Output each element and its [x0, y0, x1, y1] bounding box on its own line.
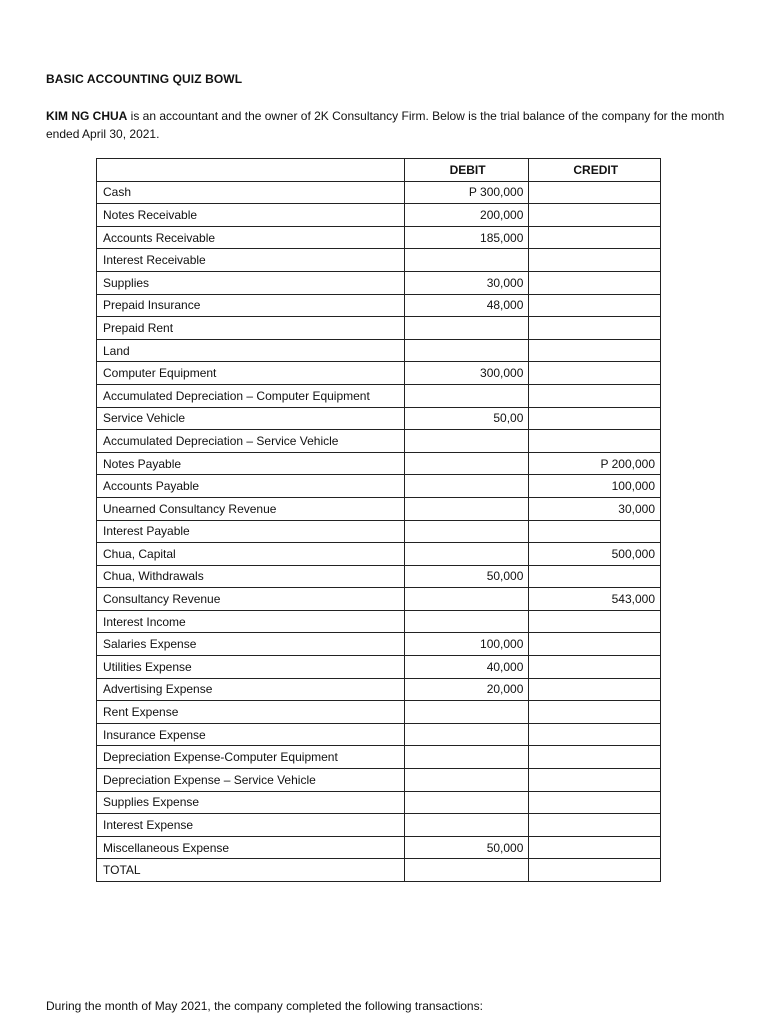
credit-cell: [529, 384, 661, 407]
account-cell: Cash: [97, 181, 405, 204]
debit-cell: 48,000: [404, 294, 529, 317]
table-row: [97, 317, 661, 340]
credit-cell: 30,000: [529, 497, 661, 520]
account-cell: TOTAL: [97, 859, 405, 882]
account-cell: Accumulated Depreciation – Computer Equipment: [97, 384, 405, 407]
account-cell: Advertising Expense: [97, 678, 405, 701]
account-cell: Interest Receivable: [97, 249, 405, 272]
table-row: [97, 497, 661, 520]
table-row: [97, 746, 661, 769]
account-cell: Notes Payable: [97, 452, 405, 475]
debit-cell: [404, 543, 529, 566]
table-row: [97, 656, 661, 679]
table-row: [97, 249, 661, 272]
account-cell: Computer Equipment: [97, 362, 405, 385]
debit-cell: 100,000: [404, 633, 529, 656]
debit-cell: [404, 723, 529, 746]
account-cell: Accounts Payable: [97, 475, 405, 498]
credit-column-header: CREDIT: [529, 159, 661, 182]
table-row: [97, 384, 661, 407]
table-row: [97, 362, 661, 385]
table-row: [97, 633, 661, 656]
table-row: [97, 452, 661, 475]
account-cell: Interest Income: [97, 610, 405, 633]
table-row: [97, 836, 661, 859]
page-title: BASIC ACCOUNTING QUIZ BOWL: [46, 72, 243, 86]
table-row: [97, 339, 661, 362]
account-cell: Unearned Consultancy Revenue: [97, 497, 405, 520]
trial-balance-table: [96, 158, 661, 882]
credit-cell: [529, 836, 661, 859]
credit-cell: [529, 520, 661, 543]
account-cell: Salaries Expense: [97, 633, 405, 656]
debit-cell: [404, 475, 529, 498]
table-row: [97, 610, 661, 633]
credit-cell: [529, 656, 661, 679]
credit-cell: [529, 181, 661, 204]
credit-cell: [529, 339, 661, 362]
account-column-header: [97, 159, 405, 182]
credit-cell: [529, 362, 661, 385]
credit-cell: [529, 226, 661, 249]
table-row: [97, 407, 661, 430]
table-row: [97, 814, 661, 837]
credit-cell: [529, 701, 661, 724]
debit-cell: [404, 588, 529, 611]
account-cell: Notes Receivable: [97, 204, 405, 227]
table-row: [97, 520, 661, 543]
credit-cell: [529, 769, 661, 792]
account-cell: Accumulated Depreciation – Service Vehicle: [97, 430, 405, 453]
account-cell: Interest Payable: [97, 520, 405, 543]
debit-cell: 50,000: [404, 836, 529, 859]
account-cell: Rent Expense: [97, 701, 405, 724]
debit-column-header: DEBIT: [404, 159, 529, 182]
table-row: [97, 181, 661, 204]
table-row: [97, 678, 661, 701]
table-row: [97, 226, 661, 249]
debit-cell: [404, 452, 529, 475]
debit-cell: [404, 249, 529, 272]
debit-cell: 300,000: [404, 362, 529, 385]
table-body: [97, 181, 661, 881]
debit-cell: 20,000: [404, 678, 529, 701]
credit-cell: [529, 271, 661, 294]
credit-cell: [529, 407, 661, 430]
table-row: [97, 769, 661, 792]
table-header-row: [97, 159, 661, 182]
account-cell: Insurance Expense: [97, 723, 405, 746]
credit-cell: [529, 746, 661, 769]
account-cell: Chua, Capital: [97, 543, 405, 566]
account-cell: Supplies Expense: [97, 791, 405, 814]
table-row: [97, 565, 661, 588]
closing-sentence: During the month of May 2021, the company completed the following transactions:: [46, 999, 483, 1013]
debit-cell: 30,000: [404, 271, 529, 294]
credit-cell: [529, 610, 661, 633]
credit-cell: [529, 249, 661, 272]
debit-cell: [404, 701, 529, 724]
table-row: [97, 588, 661, 611]
debit-cell: 40,000: [404, 656, 529, 679]
account-cell: Interest Expense: [97, 814, 405, 837]
account-cell: Depreciation Expense – Service Vehicle: [97, 769, 405, 792]
debit-cell: [404, 769, 529, 792]
credit-cell: [529, 294, 661, 317]
intro-text: is an accountant and the owner of 2K Consultancy Firm. Below is the trial balance of the company for the month ended April 30, 2021.: [46, 109, 725, 141]
debit-cell: P 300,000: [404, 181, 529, 204]
credit-cell: [529, 814, 661, 837]
table-row: [97, 294, 661, 317]
credit-cell: [529, 678, 661, 701]
debit-cell: 50,00: [404, 407, 529, 430]
debit-cell: [404, 520, 529, 543]
account-cell: Depreciation Expense-Computer Equipment: [97, 746, 405, 769]
intro-paragraph: [46, 107, 736, 143]
credit-cell: [529, 565, 661, 588]
credit-cell: [529, 204, 661, 227]
credit-cell: [529, 633, 661, 656]
debit-cell: 185,000: [404, 226, 529, 249]
debit-cell: [404, 791, 529, 814]
debit-cell: 50,000: [404, 565, 529, 588]
debit-cell: [404, 814, 529, 837]
table-row: [97, 791, 661, 814]
credit-cell: 543,000: [529, 588, 661, 611]
account-cell: Accounts Receivable: [97, 226, 405, 249]
credit-cell: [529, 317, 661, 340]
table-row: [97, 204, 661, 227]
debit-cell: 200,000: [404, 204, 529, 227]
debit-cell: [404, 610, 529, 633]
debit-cell: [404, 317, 529, 340]
debit-cell: [404, 430, 529, 453]
table-row: [97, 475, 661, 498]
table-row: [97, 271, 661, 294]
credit-cell: [529, 859, 661, 882]
table-row: [97, 701, 661, 724]
table-row: [97, 430, 661, 453]
table-row: [97, 723, 661, 746]
account-cell: Prepaid Insurance: [97, 294, 405, 317]
table-row: [97, 859, 661, 882]
account-cell: Consultancy Revenue: [97, 588, 405, 611]
debit-cell: [404, 497, 529, 520]
account-cell: Utilities Expense: [97, 656, 405, 679]
account-cell: Miscellaneous Expense: [97, 836, 405, 859]
account-cell: Land: [97, 339, 405, 362]
credit-cell: [529, 791, 661, 814]
account-cell: Service Vehicle: [97, 407, 405, 430]
credit-cell: 500,000: [529, 543, 661, 566]
debit-cell: [404, 384, 529, 407]
account-cell: Chua, Withdrawals: [97, 565, 405, 588]
owner-name: KIM NG CHUA: [46, 109, 128, 123]
credit-cell: 100,000: [529, 475, 661, 498]
account-cell: Supplies: [97, 271, 405, 294]
debit-cell: [404, 339, 529, 362]
credit-cell: P 200,000: [529, 452, 661, 475]
debit-cell: [404, 859, 529, 882]
credit-cell: [529, 430, 661, 453]
table-row: [97, 543, 661, 566]
credit-cell: [529, 723, 661, 746]
debit-cell: [404, 746, 529, 769]
account-cell: Prepaid Rent: [97, 317, 405, 340]
